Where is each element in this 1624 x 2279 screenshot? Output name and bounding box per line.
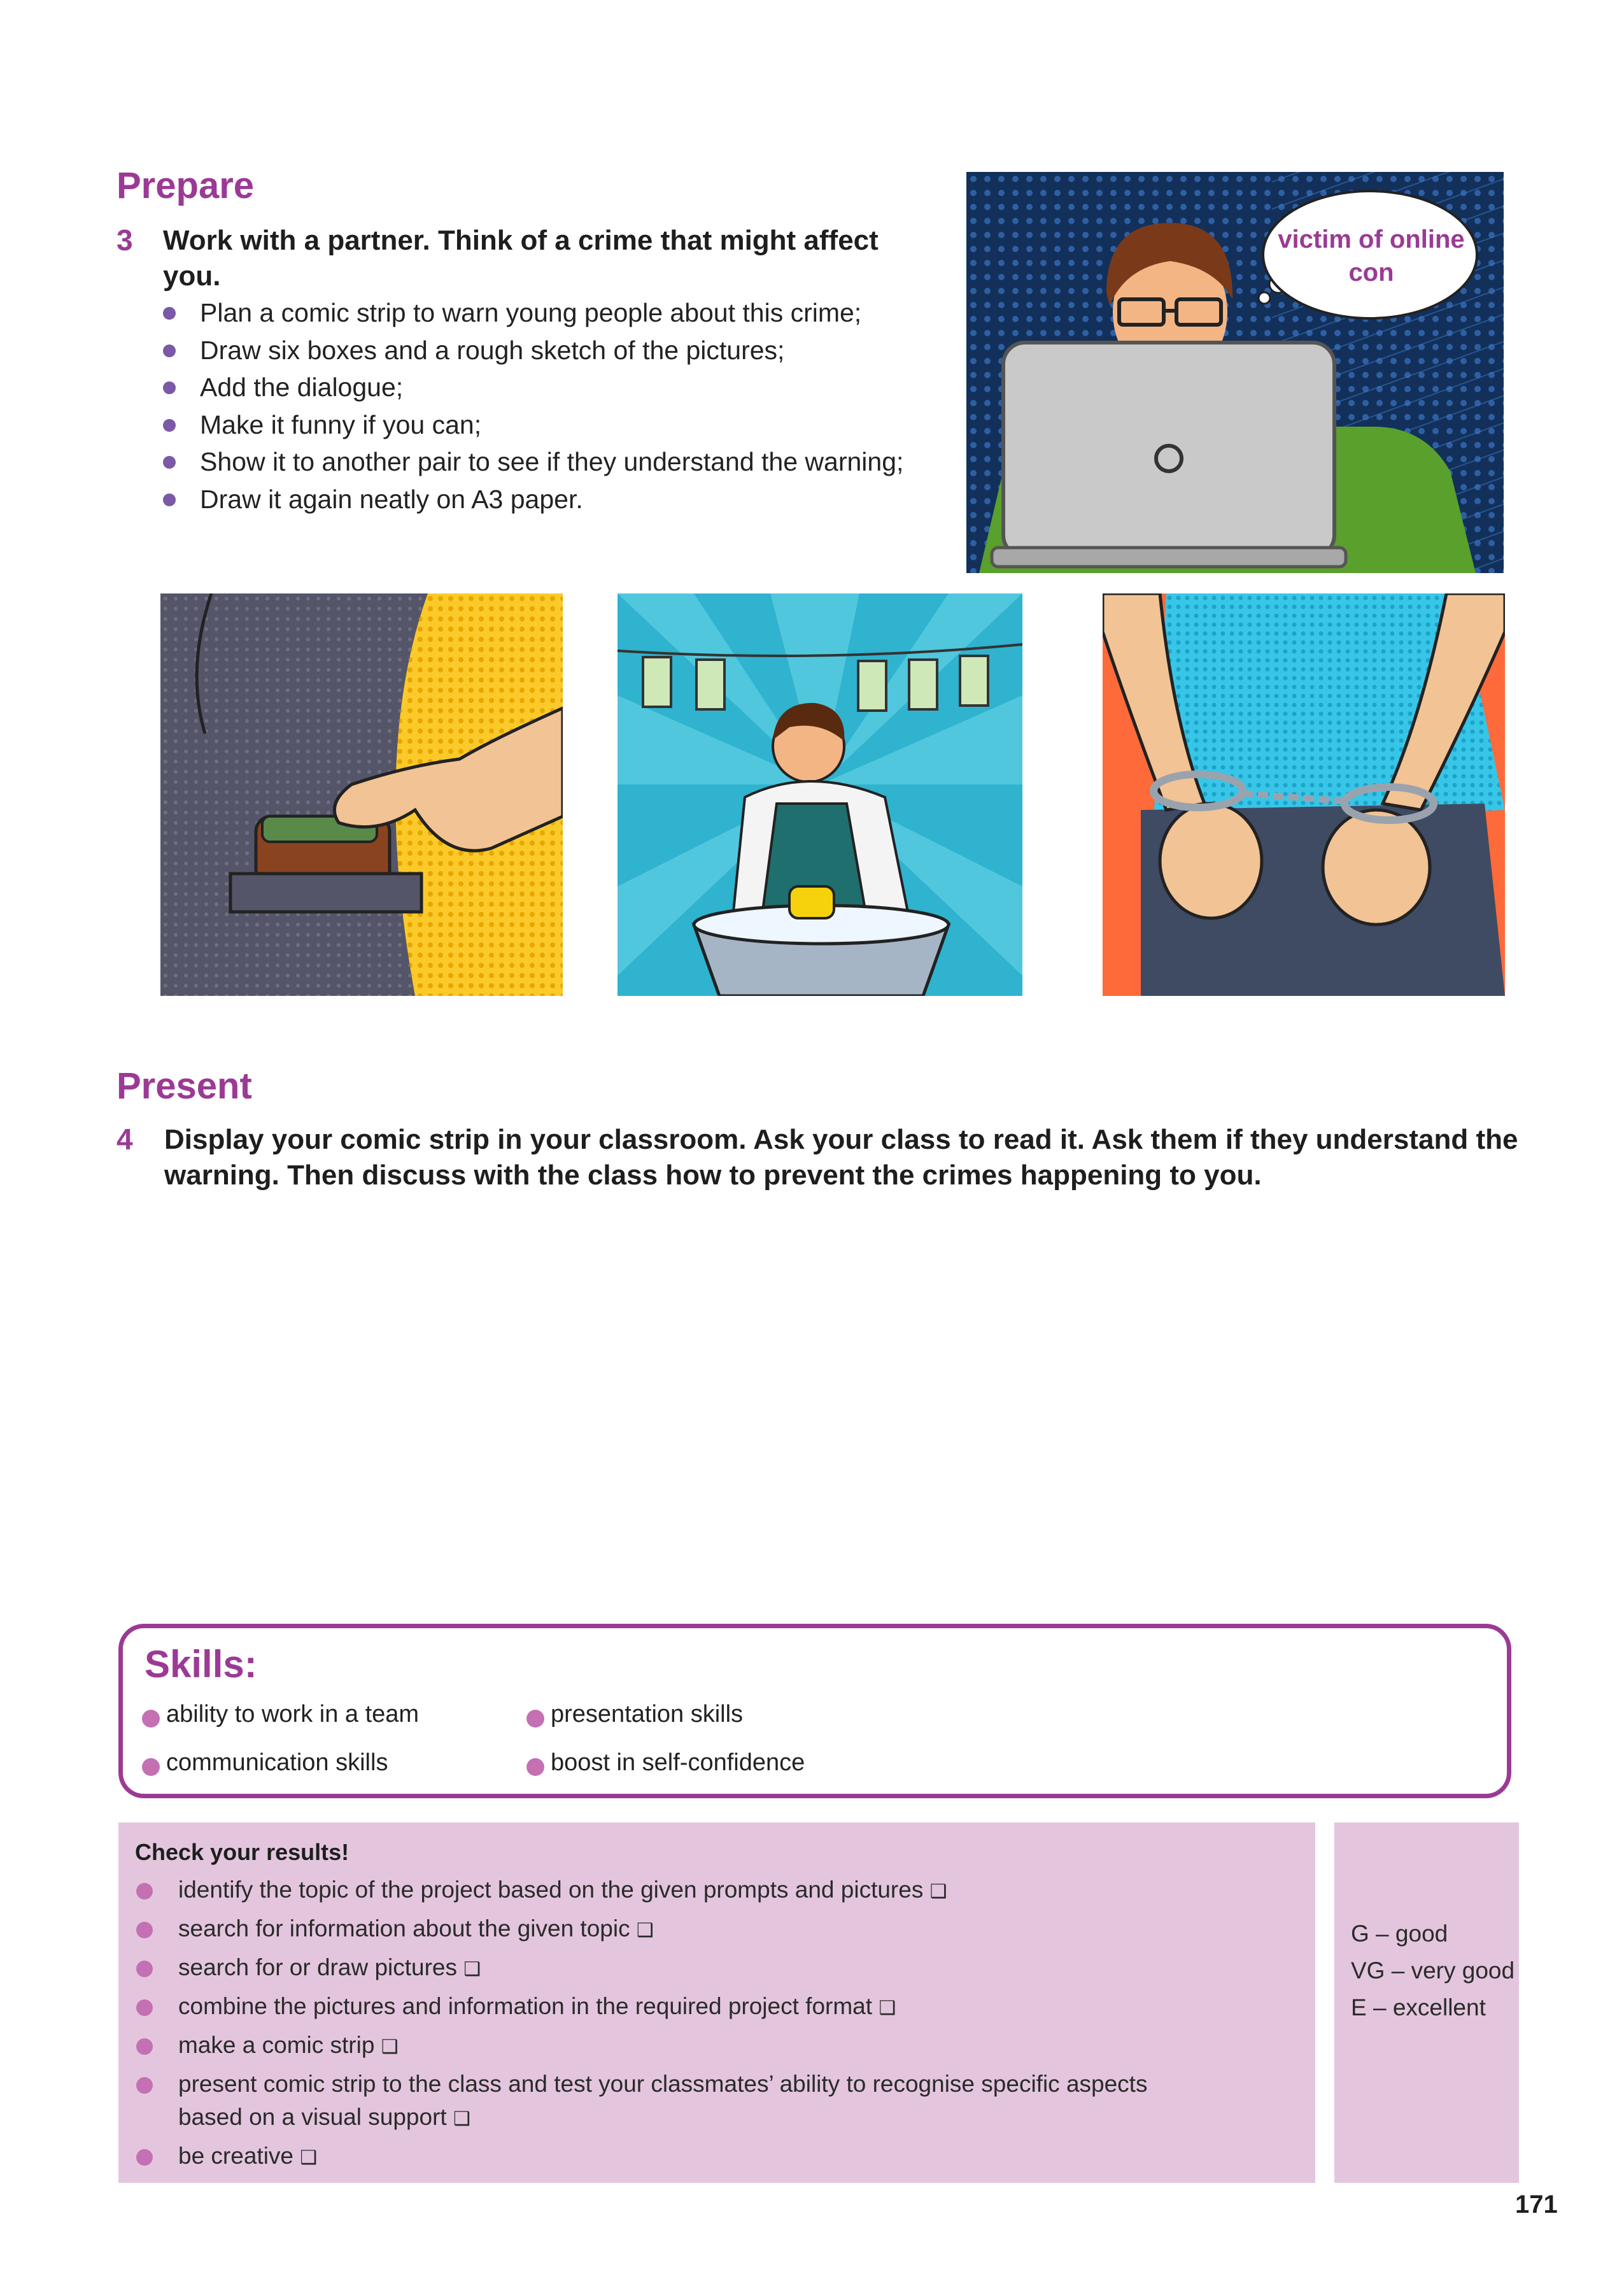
list-item: combine the pictures and information in the required project format ❑ — [118, 1990, 1277, 2025]
list-item: Add the dialogue; — [160, 369, 963, 406]
task-instruction: Work with a partner. Think of a crime that might affect you. — [163, 225, 879, 292]
money-laundering-illustration — [618, 593, 1022, 996]
checkbox-icon: ❑ — [879, 1997, 896, 2019]
check-heading: Check your results! — [135, 1839, 350, 1865]
task-number: 3 — [117, 224, 133, 257]
list-item: Plan a comic strip to warn young people about this crime; — [160, 294, 963, 332]
checkbox-icon: ❑ — [636, 1919, 654, 1942]
grading-legend-panel — [1334, 1822, 1519, 2183]
skill-item: presentation skills — [526, 1701, 743, 1728]
skill-item: ability to work in a team — [142, 1701, 419, 1728]
grading-legend — [1351, 1915, 1515, 2026]
skill-item: boost in self-confidence — [526, 1749, 805, 1777]
list-item: Draw six boxes and a rough sketch of the pictures; — [160, 332, 963, 369]
pickpocket-illustration — [160, 593, 563, 996]
checkbox-icon: ❑ — [453, 2108, 470, 2130]
skills-box — [118, 1624, 1511, 1798]
list-item: be creative ❑ — [118, 2140, 1277, 2175]
legend-excellent: E – excellent — [1351, 1994, 1486, 2020]
list-item: identify the topic of the project based on the given prompts and pictures ❑ — [118, 1873, 1277, 1908]
checkbox-icon: ❑ — [929, 1880, 947, 1903]
list-item: present comic strip to the class and test your classmates’ ability to recognise specific aspects based on a visual support ❑ — [118, 2068, 1159, 2136]
checkbox-icon: ❑ — [463, 1958, 481, 1980]
checkbox-icon: ❑ — [300, 2147, 318, 2169]
page-number: 171 — [1515, 2190, 1558, 2219]
prepare-bullet-list — [160, 294, 963, 518]
list-item: Show it to another pair to see if they understand the warning; — [160, 443, 963, 481]
legend-very-good: VG – very good — [1351, 1957, 1515, 1984]
legend-good: G – good — [1351, 1920, 1448, 1947]
list-item: Draw it again neatly on A3 paper. — [160, 481, 963, 518]
prepare-heading: Prepare — [117, 165, 255, 206]
list-item: make a comic strip ❑ — [118, 2029, 1277, 2064]
task-number: 4 — [117, 1123, 133, 1156]
task-instruction: Display your comic strip in your classroom. Ask your class to read it. Ask them if they understand the warning. Then discuss with the class how to prevent the crimes happening to you. — [164, 1124, 1518, 1191]
list-item: search for or draw pictures ❑ — [118, 1951, 1277, 1986]
list-item: search for information about the given topic ❑ — [118, 1912, 1277, 1947]
skill-item: communication skills — [142, 1749, 388, 1777]
present-heading: Present — [117, 1065, 252, 1107]
arrest-handcuffs-illustration — [1103, 593, 1505, 996]
thought-bubble-text: victim of online con — [1278, 225, 1465, 287]
check-results-panel — [118, 1822, 1315, 2183]
list-item: Make it funny if you can; — [160, 406, 963, 444]
checkbox-icon: ❑ — [381, 2036, 399, 2058]
check-list — [118, 1873, 1277, 2178]
skills-heading: Skills: — [145, 1643, 257, 1686]
laptop-victim-illustration — [966, 172, 1504, 573]
